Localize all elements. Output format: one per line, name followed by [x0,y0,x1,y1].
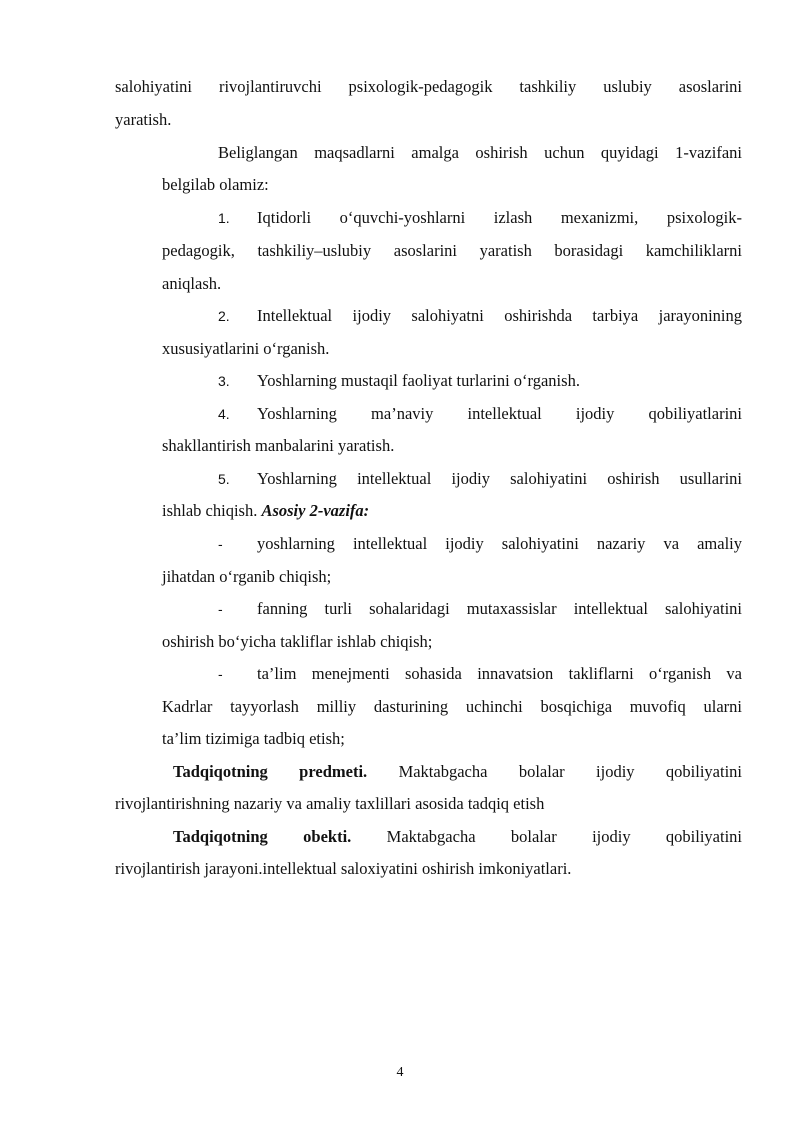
intro-line-1: salohiyatini rivojlantiruvchi psixologik-pedagogik tashkiliy uslubiy asoslarini [115,77,742,96]
list-item-cont [162,501,742,521]
list-item: ta’lim menejmenti sohasida innavatsion takliflarni o‘rganish va [257,664,742,683]
list-item: Yoshlarning mustaqil faoliyat turlarini o‘rganish. [257,371,580,390]
list-marker: 1. [218,210,230,226]
list-marker: 2. [218,308,230,324]
object-paragraph [173,827,742,847]
list-marker: - [218,666,223,682]
subject-text: Maktabgacha bolalar ijodiy qobiliyatini [398,762,743,781]
list-item-cont: aniqlash. [162,274,222,293]
list-marker: 3. [218,373,230,389]
list-item-cont: shakllantirish manbalarini yaratish. [162,436,395,455]
list-item: yoshlarning intellektual ijodiy salohiyatini nazariy va amaliy [257,534,742,553]
goals-line: Beliglangan maqsadlarni amalga oshirish uchun quyidagi 1-vazifani [218,143,742,162]
list-item-cont: jihatdan o‘rganib chiqish; [162,567,332,586]
list-item: Yoshlarning intellektual ijodiy salohiyatini oshirish usullarini [257,469,742,488]
object-paragraph-cont: rivojlantirish jarayoni.intellektual saloxiyatini oshirish imkoniyatlari. [115,859,572,878]
object-text: Maktabgacha bolalar ijodiy qobiliyatini [386,827,743,846]
list-item-cont: oshirish bo‘yicha takliflar ishlab chiqish; [162,632,433,651]
list-marker: 5. [218,471,230,487]
list-item-cont: pedagogik, tashkiliy–uslubiy asoslarini yaratish borasidagi kamchiliklarni [162,241,742,260]
goals-line-2: belgilab olamiz: [162,175,269,194]
page-number: 4 [396,1065,404,1080]
subject-paragraph-cont: rivojlantirishning nazariy va amaliy taxlillari asosida tadqiq etish [115,794,545,813]
subject-paragraph [173,762,742,782]
list-item-cont: xususiyatlarini o‘rganish. [162,339,330,358]
task2-heading: Asosiy 2-vazifa: [261,501,370,520]
list-marker: - [218,601,223,617]
list-item: Intellektual ijodiy salohiyatni oshirishda tarbiya jarayonining [257,306,742,325]
list-item: Yoshlarning ma’naviy intellektual ijodiy qobiliyatlarini [257,404,742,423]
list-item: Iqtidorli o‘quvchi-yoshlarni izlash mexanizmi, psixologik- [257,208,742,227]
list-item-text: ishlab chiqish. [162,501,258,520]
list-marker: 4. [218,406,230,422]
list-item: fanning turli sohalaridagi mutaxassislar intellektual salohiyatini [257,599,742,618]
subject-label: Tadqiqotning predmeti. [173,762,368,781]
list-item-cont: Kadrlar tayyorlash milliy dasturining uchinchi bosqichiga muvofiq ularni [162,697,742,716]
list-item-cont: ta’lim tizimiga tadbiq etish; [162,729,345,748]
intro-line-2: yaratish. [115,110,172,129]
object-label: Tadqiqotning obekti. [173,827,352,846]
list-marker: - [218,536,223,552]
